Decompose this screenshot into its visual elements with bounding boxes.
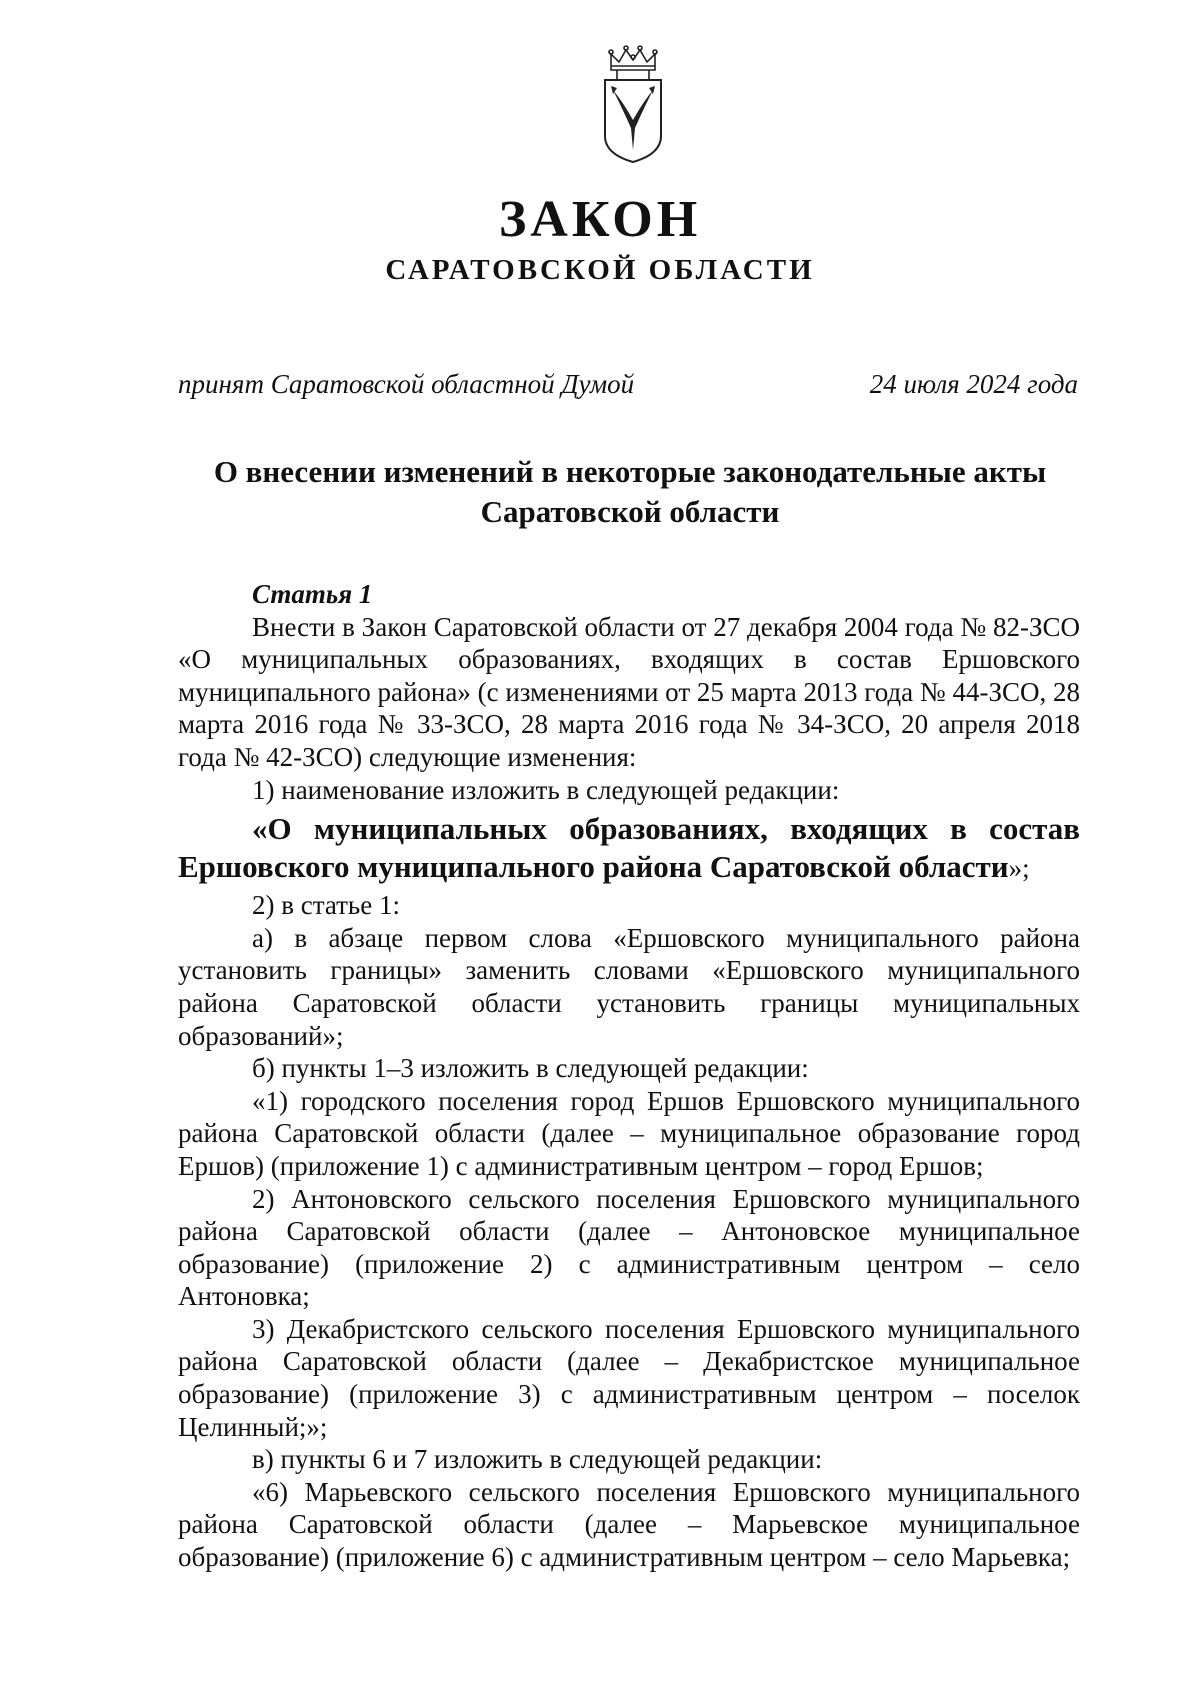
document-body	[178, 578, 1080, 1574]
paragraph: в) пункты 6 и 7 изложить в следующей редакции:	[252, 1444, 823, 1475]
paragraph: 2) Антоновского сельского поселения Ершовского муниципального района Саратовской области (далее – Антоновское муниципальное образование) (приложение 2) с административным центром – село Антоновка;	[178, 1183, 1080, 1312]
paragraph: 2) в статье 1:	[252, 890, 400, 921]
paragraph: б) пункты 1–3 изложить в следующей редакции:	[252, 1053, 809, 1084]
law-title: ЗАКОН	[498, 191, 702, 248]
paragraph: Внести в Закон Саратовской области от 27 декабря 2004 года № 82-ЗСО «О муниципальных образованиях, входящих в состав Ершовского муниципального района» (с изменениями от 25 марта 2013 года № 44-ЗСО, 28 марта 2016 года № 33-ЗСО, 28 марта 2016 года № 34-ЗСО, 20 апреля 2018 года № 42-ЗСО) следующие изменения:	[178, 611, 1080, 772]
paragraph: а) в абзаце первом слова «Ершовского муниципального района установить границы» заменить словами «Ершовского муниципального района Саратовской области установить границы муниципальных образований»;	[178, 922, 1080, 1051]
paragraph: «6) Марьевского сельского поселения Ершовского муниципального района Саратовской области (далее – Марьевское муниципальное образование) (приложение 6) с административным центром – село Марьевка;	[178, 1476, 1080, 1573]
document-title: О внесении изменений в некоторые законодательные акты Саратовской области	[213, 454, 1047, 529]
article-heading: Статья 1	[252, 579, 373, 609]
new-title-text: «О муниципальных образованиях, входящих в состав Ершовского муниципального района Саратовской области	[178, 811, 1080, 885]
adoption-line	[178, 367, 1078, 401]
new-title-tail: »;	[1008, 853, 1030, 884]
law-region: САРАТОВСКОЙ ОБЛАСТИ	[385, 254, 815, 286]
adoption-date: 24 июля 2024 года	[869, 369, 1078, 399]
paragraph: «1) городского поселения город Ершов Ершовского муниципального района Саратовской области (далее – муниципальное образование город Ершов) (приложение 1) с административным центром – город Ершов;	[178, 1085, 1080, 1181]
paragraph: 3) Декабристского сельского поселения Ершовского муниципального района Саратовской области (далее – Декабристское муниципальное образование) (приложение 3) с административным центром – поселок Целинный;»;	[178, 1313, 1080, 1442]
new-title-paragraph	[178, 810, 1080, 887]
paragraph: 1) наименование изложить в следующей редакции:	[252, 774, 840, 805]
adopted-by: принят Саратовской областной Думой	[178, 369, 635, 399]
saratov-coat-of-arms-icon	[597, 40, 669, 166]
